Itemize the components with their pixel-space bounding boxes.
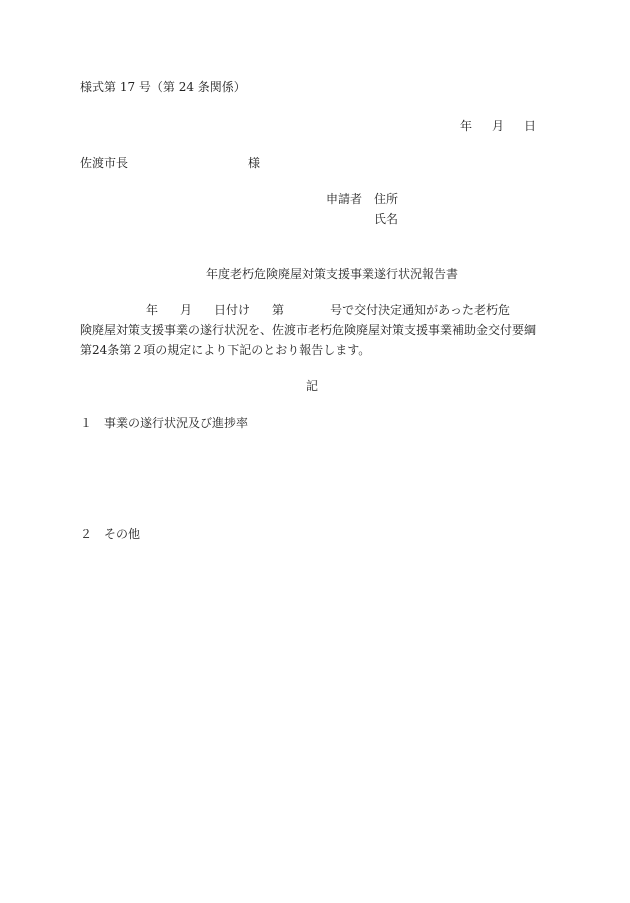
body-line-3: 第24条第２項の規定により下記のとおり報告します。 xyxy=(80,343,371,357)
applicant-label: 申請者 xyxy=(326,192,363,206)
date-year: 年 xyxy=(460,119,473,133)
body-year: 年 xyxy=(146,303,159,317)
applicant-name-label: 氏名 xyxy=(374,212,399,226)
list-item xyxy=(80,526,140,542)
form-number: 様式第 17 号（第 24 条関係） xyxy=(80,80,246,94)
body-number-prefix: 第 xyxy=(272,303,285,317)
addressee xyxy=(80,155,260,171)
addressee-name: 佐渡市長 xyxy=(80,156,129,170)
ki-heading: 記 xyxy=(306,379,319,393)
date-day: 日 xyxy=(524,119,537,133)
item-number: ２ xyxy=(80,527,93,541)
body-line-1-rest: 号で交付決定通知があった老朽危 xyxy=(330,303,510,317)
list-item xyxy=(80,415,248,431)
item-number: １ xyxy=(80,416,93,430)
body-line-1 xyxy=(80,302,510,318)
body-month: 月 xyxy=(180,303,193,317)
date-month: 月 xyxy=(492,119,505,133)
body-line-2: 険廃屋対策支援事業の遂行状況を、佐渡市老朽危険廃屋対策支援事業補助金交付要綱 xyxy=(80,323,537,337)
applicant-address-line xyxy=(326,191,398,207)
item-label: その他 xyxy=(104,527,141,541)
body-day-attached: 日付け xyxy=(214,303,251,317)
item-label: 事業の遂行状況及び進捗率 xyxy=(104,416,249,430)
applicant-address-label: 住所 xyxy=(374,192,399,206)
date-line xyxy=(460,118,536,134)
report-title: 年度老朽危険廃屋対策支援事業遂行状況報告書 xyxy=(206,267,459,281)
addressee-honorific: 様 xyxy=(248,156,261,170)
